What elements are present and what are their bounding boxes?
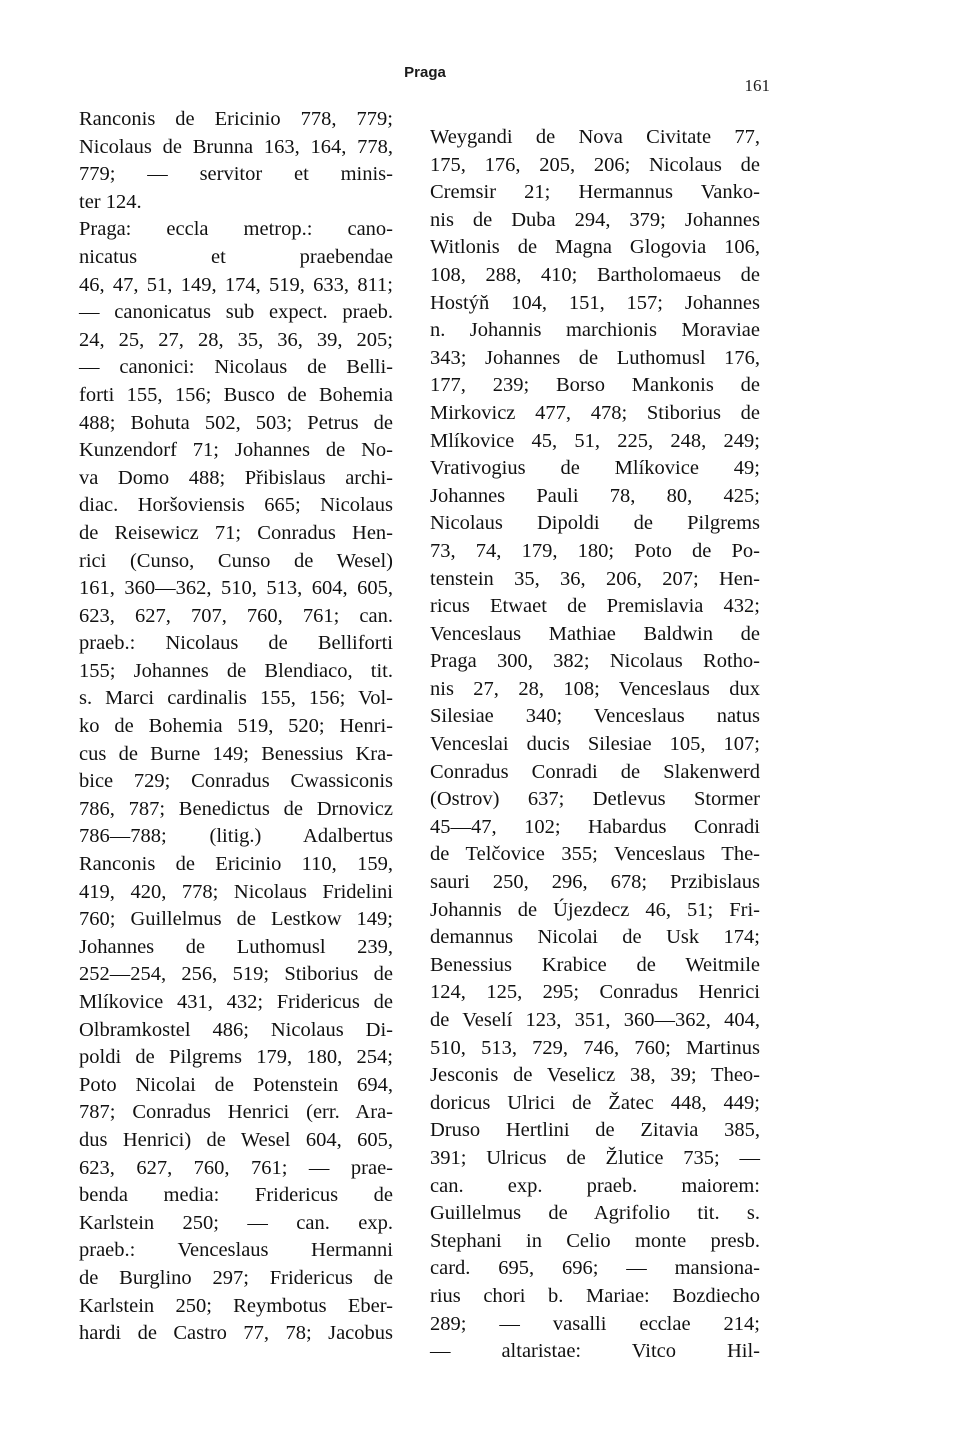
text-line: 623, 627, 707, 760, 761; can.	[79, 604, 393, 627]
text-line: praeb.: Venceslaus Hermanni	[79, 1239, 393, 1262]
text-line: de Reisewicz 71; Conradus Hen-	[79, 521, 393, 544]
text-line: 252—254, 256, 519; Stiborius de	[79, 963, 393, 986]
text-line: Guillelmus de Agrifolio tit. s.	[430, 1202, 760, 1225]
text-line: Witlonis de Magna Glogovia 106,	[430, 236, 760, 259]
text-line: Nicolaus de Brunna 163, 164, 778,	[79, 135, 393, 158]
text-line: doricus Ulrici de Žatec 448, 449;	[430, 1091, 760, 1114]
text-line: s. Marci cardinalis 155, 156; Vol-	[79, 687, 393, 710]
text-line: demannus Nicolai de Usk 174;	[430, 926, 760, 949]
text-line: (Ostrov) 637; Detlevus Stormer	[430, 788, 760, 811]
text-line: Venceslai ducis Silesiae 105, 107;	[430, 733, 760, 756]
text-line: card. 695, 696; — mansiona-	[430, 1257, 760, 1280]
text-line: Olbramkostel 486; Nicolaus Di-	[79, 1018, 393, 1041]
text-line: Ranconis de Ericinio 778, 779;	[79, 108, 393, 130]
text-line: 46, 47, 51, 149, 174, 519, 633, 811;	[79, 273, 393, 296]
page-number: 161	[744, 76, 770, 95]
text-line: Venceslaus Mathiae Baldwin de	[430, 622, 760, 645]
text-line: va Domo 488; Přibislaus archi-	[79, 466, 393, 489]
text-line: forti 155, 156; Busco de Bohemia	[79, 383, 393, 406]
text-line: 124, 125, 295; Conradus Henrici	[430, 981, 760, 1004]
text-line: rici (Cunso, Cunso de Wesel)	[79, 549, 393, 572]
text-line: 177, 239; Borso Mankonis de	[430, 374, 760, 397]
text-line: 510, 513, 729, 746, 760; Martinus	[430, 1036, 760, 1059]
text-line: ko de Bohemia 519, 520; Henri-	[79, 715, 393, 738]
text-line: 155; Johannes de Blendiaco, tit.	[79, 659, 393, 682]
text-line: Weygandi de Nova Civitate 77,	[430, 126, 760, 148]
text-line: 161, 360—362, 510, 513, 604, 605,	[79, 577, 393, 600]
text-line: de Telčovice 355; Venceslaus The-	[430, 843, 760, 866]
text-line: — canonicatus sub expect. praeb.	[79, 301, 393, 324]
text-line: Jesconis de Veselicz 38, 39; Theo-	[430, 1064, 760, 1087]
text-line: Vrativogius de Mlíkovice 49;	[430, 457, 760, 480]
text-line: nis 27, 28, 108; Venceslaus dux	[430, 677, 760, 700]
text-line: hardi de Castro 77, 78; Jacobus	[79, 1322, 393, 1345]
text-line: Druso Hertlini de Zitavia 385,	[430, 1119, 760, 1142]
text-line: Johannes Pauli 78, 80, 425;	[430, 484, 760, 507]
text-line: ricus Etwaet de Premislavia 432;	[430, 595, 760, 618]
text-line: cus de Burne 149; Benessius Kra-	[79, 742, 393, 765]
text-line: can. exp. praeb. maiorem:	[430, 1174, 760, 1197]
text-line: nis de Duba 294, 379; Johannes	[430, 208, 760, 231]
text-line: Poto Nicolai de Potenstein 694,	[79, 1073, 393, 1096]
text-line: Mlíkovice 45, 51, 225, 248, 249;	[430, 429, 760, 452]
text-line: diac. Horšoviensis 665; Nicolaus	[79, 494, 393, 517]
running-header: Praga	[404, 64, 446, 81]
text-line: 786, 787; Benedictus de Drnovicz	[79, 797, 393, 820]
text-line: praeb.: Nicolaus de Belliforti	[79, 632, 393, 655]
text-line: de Burglino 297; Fridericus de	[79, 1266, 393, 1289]
text-line: Conradus Conradi de Slakenwerd	[430, 760, 760, 783]
text-line: 175, 176, 205, 206; Nicolaus de	[430, 153, 760, 176]
text-line: 24, 25, 27, 28, 35, 36, 39, 205;	[79, 328, 393, 351]
text-line: — canonici: Nicolaus de Belli-	[79, 356, 393, 379]
text-line: Cremsir 21; Hermannus Vanko-	[430, 181, 760, 204]
text-line: Silesiae 340; Venceslaus natus	[430, 705, 760, 728]
text-line: Mirkovicz 477, 478; Stiborius de	[430, 401, 760, 424]
text-line: 391; Ulricus de Žlutice 735; —	[430, 1146, 760, 1169]
text-line: Hostýň 104, 151, 157; Johannes	[430, 291, 760, 314]
text-line: Praga 300, 382; Nicolaus Rotho-	[430, 650, 760, 673]
left-column	[79, 106, 393, 1348]
right-column	[430, 124, 760, 1366]
text-line: bice 729; Conradus Cwassiconis	[79, 770, 393, 793]
text-line: 108, 288, 410; Bartholomaeus de	[430, 263, 760, 286]
text-line: n. Johannis marchionis Moraviae	[430, 319, 760, 342]
text-line: nicatus et praebendae	[79, 245, 393, 268]
text-line: Karlstein 250; — can. exp.	[79, 1211, 393, 1234]
text-line: 623, 627, 760, 761; — prae-	[79, 1156, 393, 1179]
text-line: 760; Guillelmus de Lestkow 149;	[79, 908, 393, 931]
text-line: Johannes de Luthomusl 239,	[79, 935, 393, 958]
text-line: 787; Conradus Henrici (err. Ara-	[79, 1101, 393, 1124]
text-line: benda media: Fridericus de	[79, 1184, 393, 1207]
text-line: Mlíkovice 431, 432; Fridericus de	[79, 991, 393, 1013]
text-line: — altaristae: Vitco Hil-	[430, 1340, 760, 1363]
text-line: sauri 250, 296, 678; Przibislaus	[430, 871, 760, 894]
text-line: Stephani in Celio monte presb.	[430, 1229, 760, 1252]
text-line: 779; — servitor et minis-	[79, 163, 393, 186]
text-line: 73, 74, 179, 180; Poto de Po-	[430, 539, 760, 562]
text-line: Ranconis de Ericinio 110, 159,	[79, 853, 393, 876]
text-line: dus Henrici) de Wesel 604, 605,	[79, 1128, 393, 1151]
text-line: poldi de Pilgrems 179, 180, 254;	[79, 1046, 393, 1069]
text-line: 45—47, 102; Habardus Conradi	[430, 815, 760, 838]
text-line: 419, 420, 778; Nicolaus Fridelini	[79, 880, 393, 903]
text-line: Kunzendorf 71; Johannes de No-	[79, 439, 393, 462]
text-line: rius chori b. Mariae: Bozdiecho	[430, 1284, 760, 1307]
text-line: Benessius Krabice de Weitmile	[430, 953, 760, 976]
text-line: 289; — vasalli ecclae 214;	[430, 1312, 760, 1335]
text-line: de Veselí 123, 351, 360—362, 404,	[430, 1009, 760, 1031]
text-line: tenstein 35, 36, 206, 207; Hen-	[430, 567, 760, 590]
text-line: Johannis de Újezdecz 46, 51; Fri-	[430, 898, 760, 921]
text-line: Nicolaus Dipoldi de Pilgrems	[430, 512, 760, 535]
text-line: ter 124.	[79, 190, 142, 213]
text-line: 488; Bohuta 502, 503; Petrus de	[79, 411, 393, 434]
text-line: 786—788; (litig.) Adalbertus	[79, 825, 393, 848]
text-line: 343; Johannes de Luthomusl 176,	[430, 346, 760, 369]
text-line: Karlstein 250; Reymbotus Eber-	[79, 1294, 393, 1317]
text-line: Praga: eccla metrop.: cano-	[79, 218, 393, 241]
